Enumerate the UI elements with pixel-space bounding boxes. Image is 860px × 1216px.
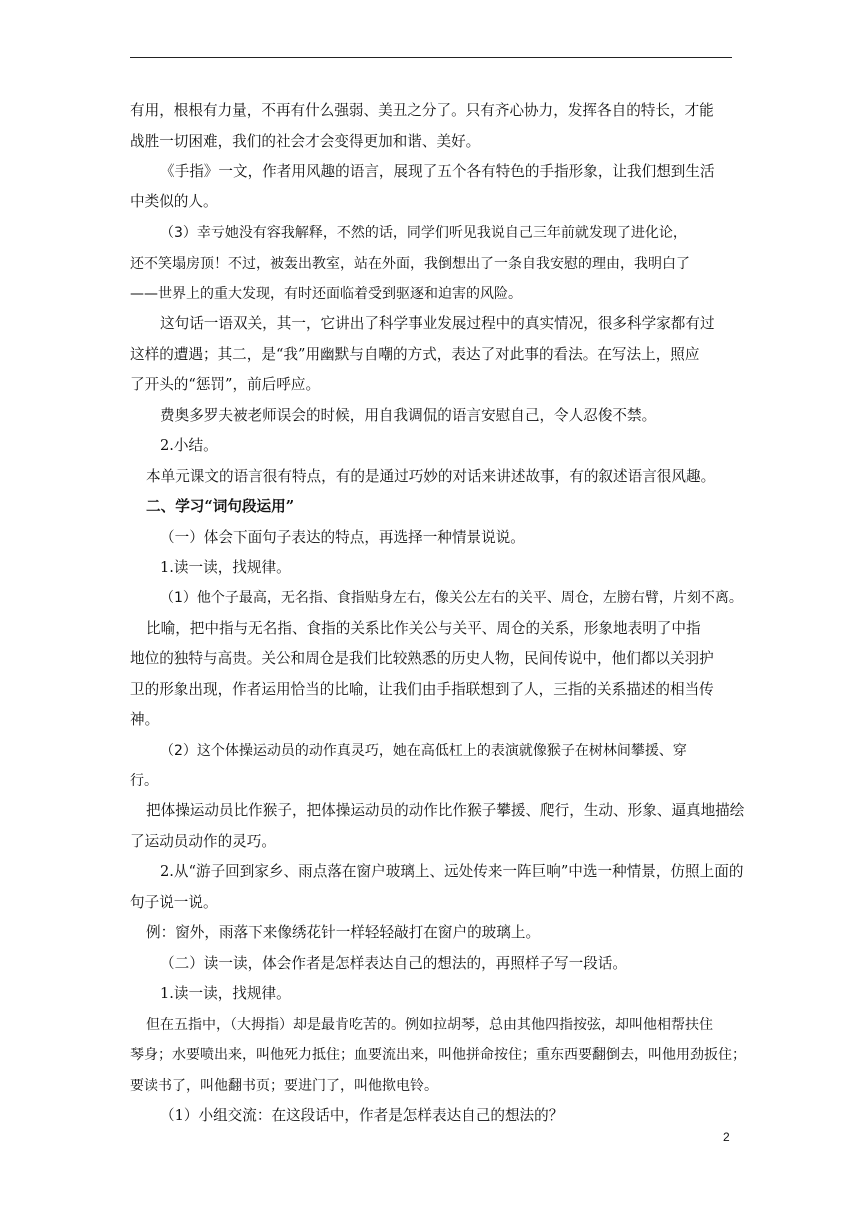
- header-rule: [130, 57, 732, 58]
- text-line: 战胜一切困难，我们的社会才会变得更加和谐、美好。: [130, 133, 481, 150]
- text-line: （一）体会下面句子表达的特点，再选择一种情景说说。: [160, 529, 525, 546]
- text-line: 但在五指中，（大拇指）却是最肯吃苦的。例如拉胡琴，总由其他四指按弦，却叫他相帮扶住: [146, 1017, 713, 1033]
- text-line: （二）读一读，体会作者是怎样表达自己的想法的，再照样子写一段话。: [160, 955, 628, 972]
- text-line: （2）这个体操运动员的动作真灵巧，她在高低杠上的表演就像猴子在树林间攀援、穿: [160, 743, 687, 759]
- text-line: 地位的独特与高贵。关公和周仓是我们比较熟悉的历史人物，民间传说中，他们都以关羽护: [130, 650, 714, 667]
- text-line: 神。: [130, 711, 160, 728]
- text-line: 要读书了，叫他翻书页；要进门了，叫他揿电铃。: [130, 1078, 438, 1094]
- text-line: 比喻，把中指与无名指、食指的关系比作关公与关平、周仓的关系，形象地表明了中指: [146, 620, 701, 637]
- text-line: 中类似的人。: [130, 193, 218, 210]
- text-line: 1.读一读，找规律。: [160, 985, 291, 1002]
- text-line: （1）小组交流：在这段话中，作者是怎样表达自己的想法的？: [160, 1107, 564, 1124]
- text-line: 句子说一说。: [130, 894, 218, 911]
- text-line: 2.从“游子回到家乡、雨点落在窗户玻璃上、远处传来一阵巨响”中选一种情景，仿照上面的: [160, 863, 744, 880]
- text-line: 琴身；水要喷出来，叫他死力抵住；血要流出来，叫他拼命按住；重东西要翻倒去，叫他用劲扳住；: [130, 1047, 746, 1063]
- text-line: （3）幸亏她没有容我解释，不然的话，同学们听见我说自己三年前就发现了进化论，: [160, 225, 687, 241]
- text-line: 2.小结。: [160, 437, 218, 454]
- text-line: 卫的形象出现，作者运用恰当的比喻，让我们由手指联想到了人，三指的关系描述的相当传: [130, 681, 714, 698]
- text-line: 有用，根根有力量，不再有什么强弱、美丑之分了。只有齐心协力，发挥各自的特长，才能: [130, 102, 714, 119]
- text-line: ——世界上的重大发现，有时还面临着受到驱逐和迫害的风险。: [130, 286, 522, 302]
- page-number: 2: [723, 1130, 730, 1144]
- text-line: 例：窗外，雨落下来像绣花针一样轻轻敲打在窗户的玻璃上。: [146, 924, 541, 941]
- text-line: 本单元课文的语言很有特点，有的是通过巧妙的对话来讲述故事，有的叙述语言很风趣。: [146, 468, 716, 485]
- text-line: 《手指》一文，作者用风趣的语言，展现了五个各有特色的手指形象，让我们想到生活: [160, 163, 715, 180]
- text-line: 这样的遭遇；其二，是“我”用幽默与自嘲的方式，表达了对此事的看法。在写法上，照应: [130, 346, 700, 363]
- text-line: 还不笑塌房顶！不过，被轰出教室，站在外面，我倒想出了一条自我安慰的理由，我明白了: [130, 256, 690, 272]
- text-line: 1.读一读，找规律。: [160, 559, 291, 576]
- text-line: 了运动员动作的灵巧。: [130, 833, 276, 850]
- text-line: 了开头的“惩罚”，前后呼应。: [130, 376, 321, 393]
- text-line: 行。: [130, 773, 158, 789]
- text-line: 这句话一语双关，其一，它讲出了科学事业发展过程中的真实情况，很多科学家都有过: [160, 315, 715, 332]
- section-heading: 二、学习“词句段运用”: [146, 498, 295, 515]
- text-line: 把体操运动员比作猴子，把体操运动员的动作比作猴子攀援、爬行，生动、形象、逼真地描绘: [146, 802, 745, 819]
- text-line: 费奥多罗夫被老师误会的时候，用自我调侃的语言安慰自己，令人忍俊不禁。: [160, 407, 657, 424]
- text-line: （1）他个子最高，无名指、食指贴身左右，像关公左右的关平、周仓，左膀右臂，片刻不离。: [160, 590, 743, 606]
